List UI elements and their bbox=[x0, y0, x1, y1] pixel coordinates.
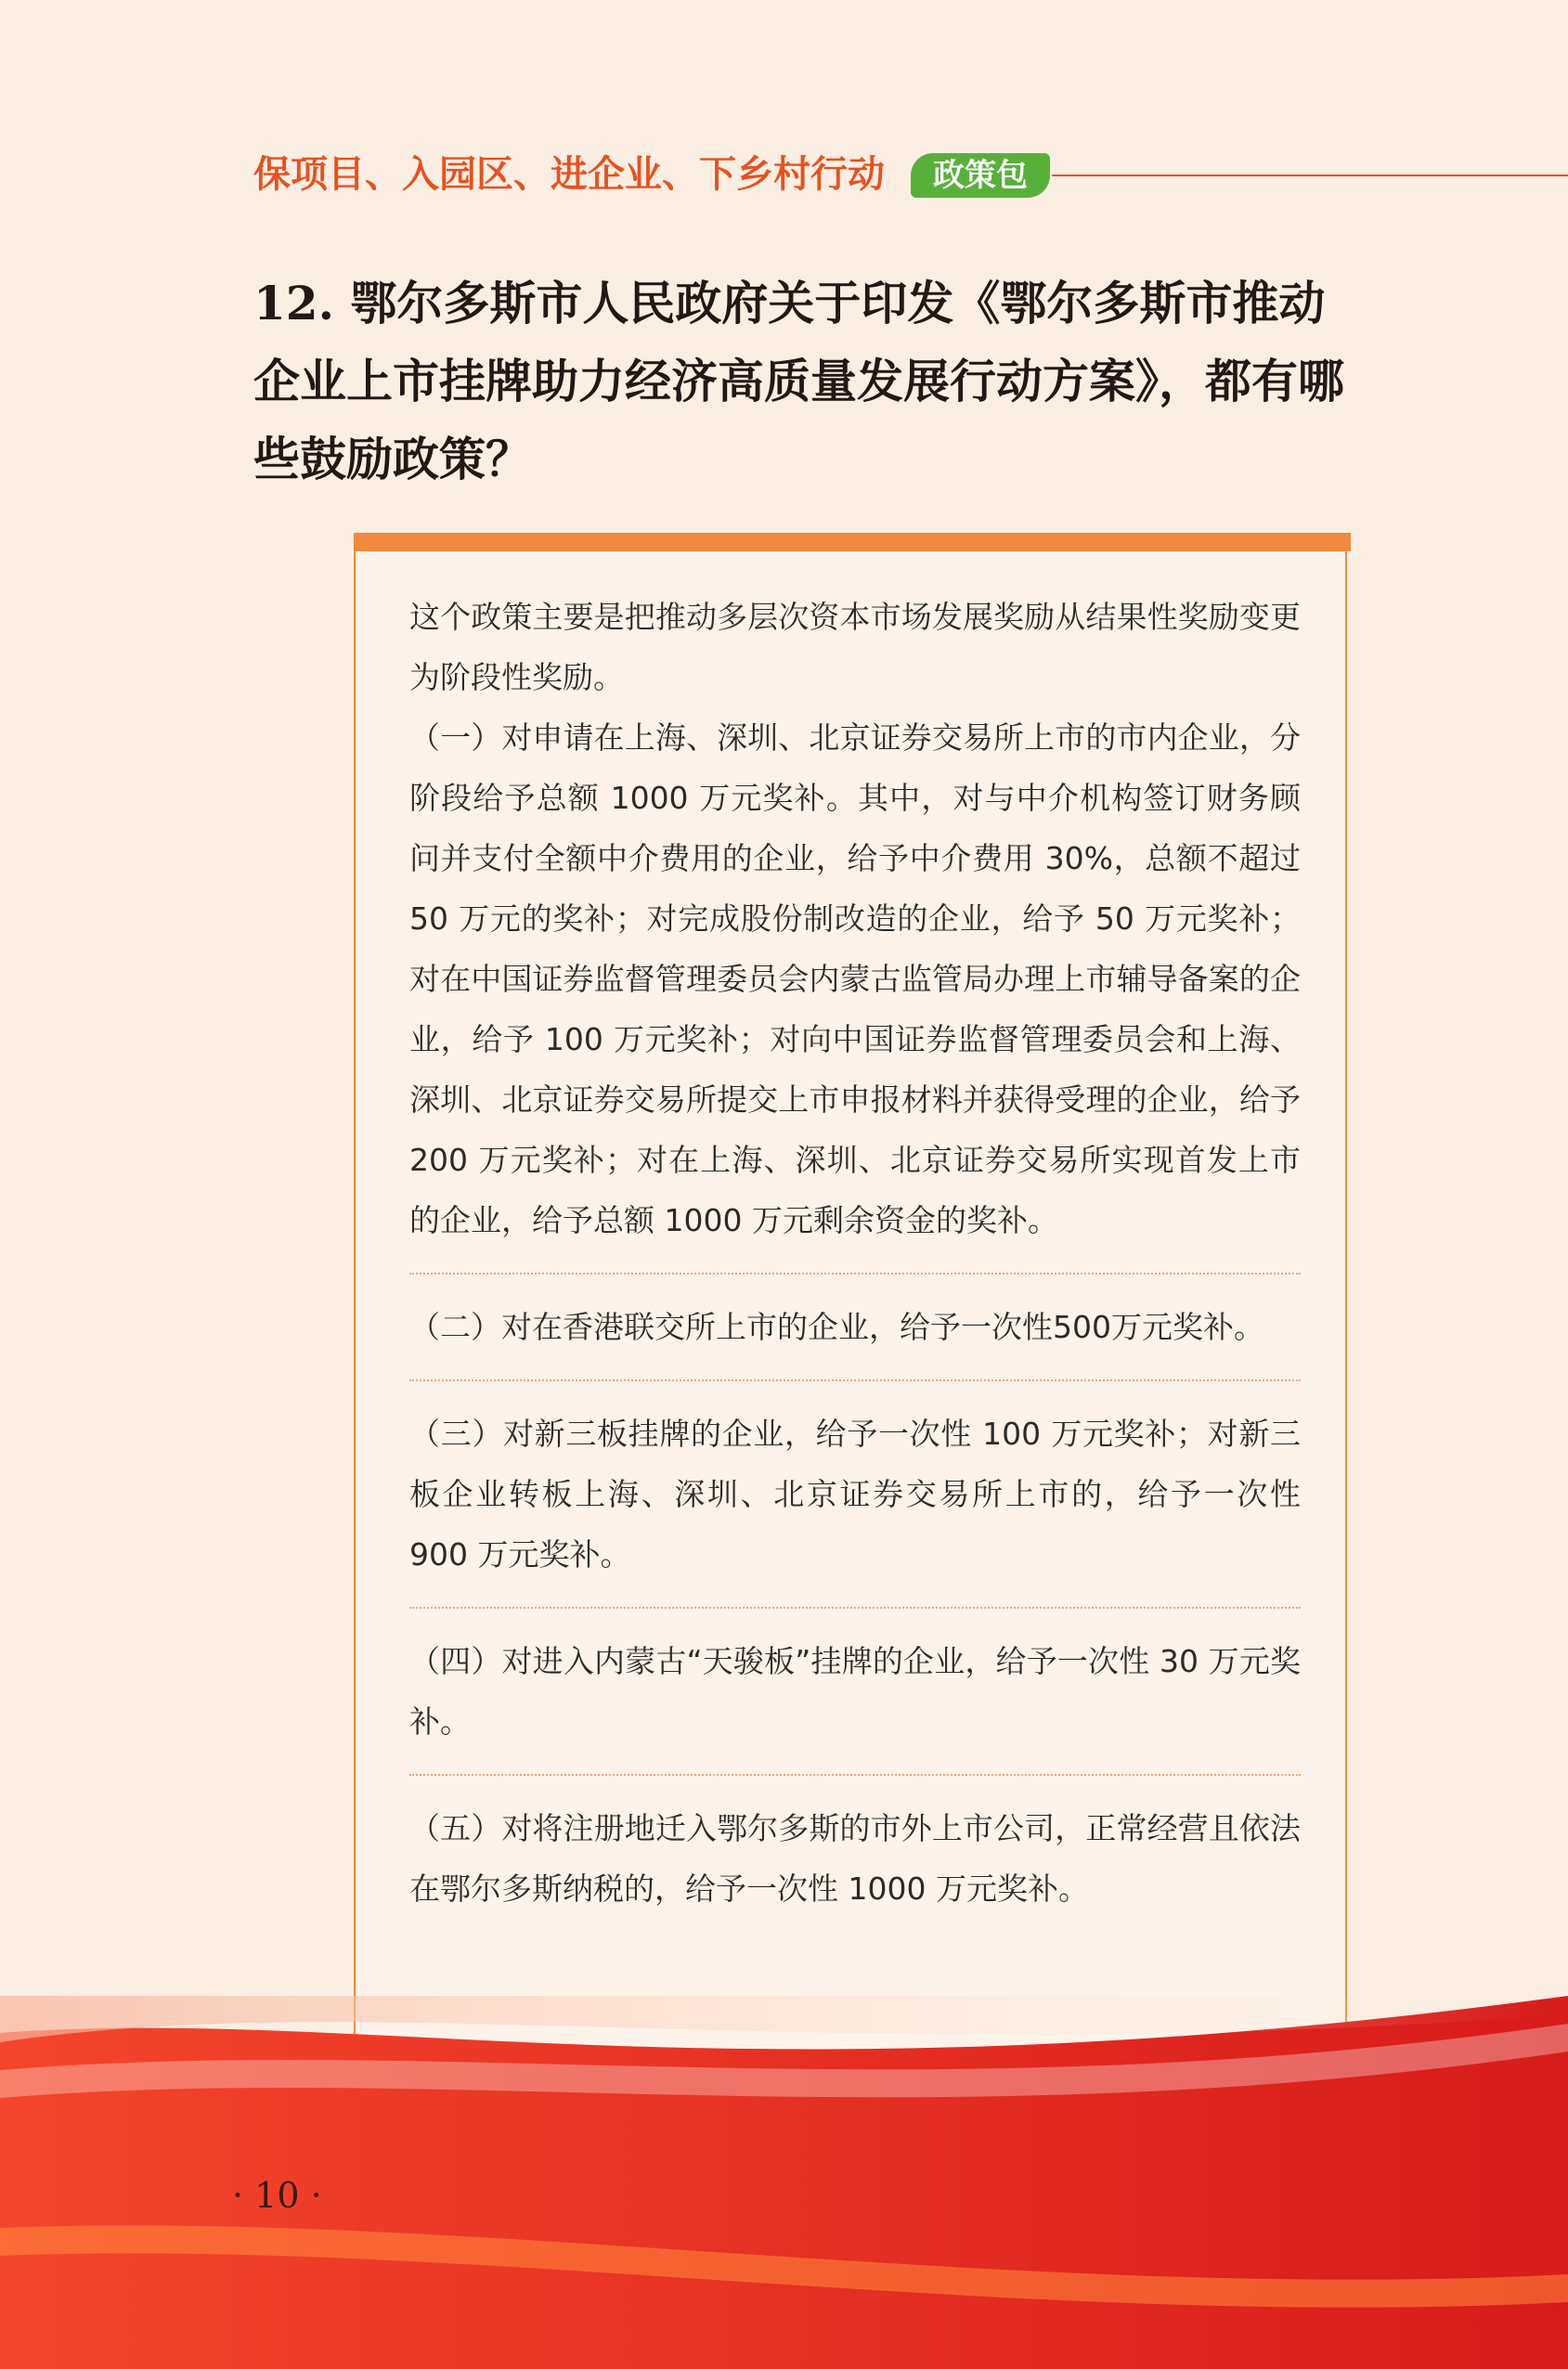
question-title: 12. 鄂尔多斯市人民政府关于印发《鄂尔多斯市推动企业上市挂牌助力经济高质量发展行动方案》，都有哪些鼓励政策？ bbox=[253, 276, 1344, 486]
section-header-title: 保项目、入园区、进企业、下乡村行动 bbox=[253, 152, 885, 196]
answer-card-body bbox=[409, 587, 1301, 1919]
dotted-divider bbox=[409, 1607, 1301, 1609]
dotted-divider bbox=[409, 1774, 1301, 1776]
answer-card bbox=[354, 533, 1347, 2074]
answer-item-3: （三）对新三板挂牌的企业，给予一次性 100 万元奖补；对新三板企业转板上海、深圳、北京证券交易所上市的，给予一次性 900 万元奖补。 bbox=[409, 1416, 1301, 1573]
dotted-divider bbox=[409, 1273, 1301, 1275]
policy-package-badge: 政策包 bbox=[911, 153, 1050, 198]
answer-card-top-bar bbox=[354, 533, 1351, 551]
answer-item-5: （五）对将注册地迁入鄂尔多斯的市外上市公司，正常经营且依法在鄂尔多斯纳税的，给予一次性 1000 万元奖补。 bbox=[409, 1810, 1301, 1907]
answer-intro: 这个政策主要是把推动多层次资本市场发展奖励从结果性奖励变更为阶段性奖励。 bbox=[409, 599, 1301, 695]
answer-item-4: （四）对进入内蒙古“天骏板”挂牌的企业，给予一次性 30 万元奖补。 bbox=[409, 1643, 1301, 1740]
header-rule bbox=[1052, 175, 1568, 176]
page-number: · 10 · bbox=[232, 2175, 322, 2216]
answer-item-1: （一）对申请在上海、深圳、北京证券交易所上市的市内企业，分阶段给予总额 1000 万元奖补。其中，对与中介机构签订财务顾问并支付全额中介费用的企业，给予中介费用 30%，总额不超过 50 万元的奖补；对完成股份制改造的企业，给予 50 万元奖补；对在中国证券监督管理委员会内蒙古监管局办理上市辅导备案的企业，给予 100 万元奖补；对向中国证券监督管理委员会和上海、深圳、北京证券交易所提交上市申报材料并获得受理的企业，给予 200 万元奖补；对在上海、深圳、北京证券交易所实现首发上市的企业，给予总额 1000 万元剩余资金的奖补。 bbox=[409, 719, 1301, 1238]
dotted-divider bbox=[409, 1379, 1301, 1381]
answer-item-2: （二）对在香港联交所上市的企业，给予一次性500万元奖补。 bbox=[409, 1309, 1264, 1345]
section-header bbox=[253, 149, 1568, 204]
